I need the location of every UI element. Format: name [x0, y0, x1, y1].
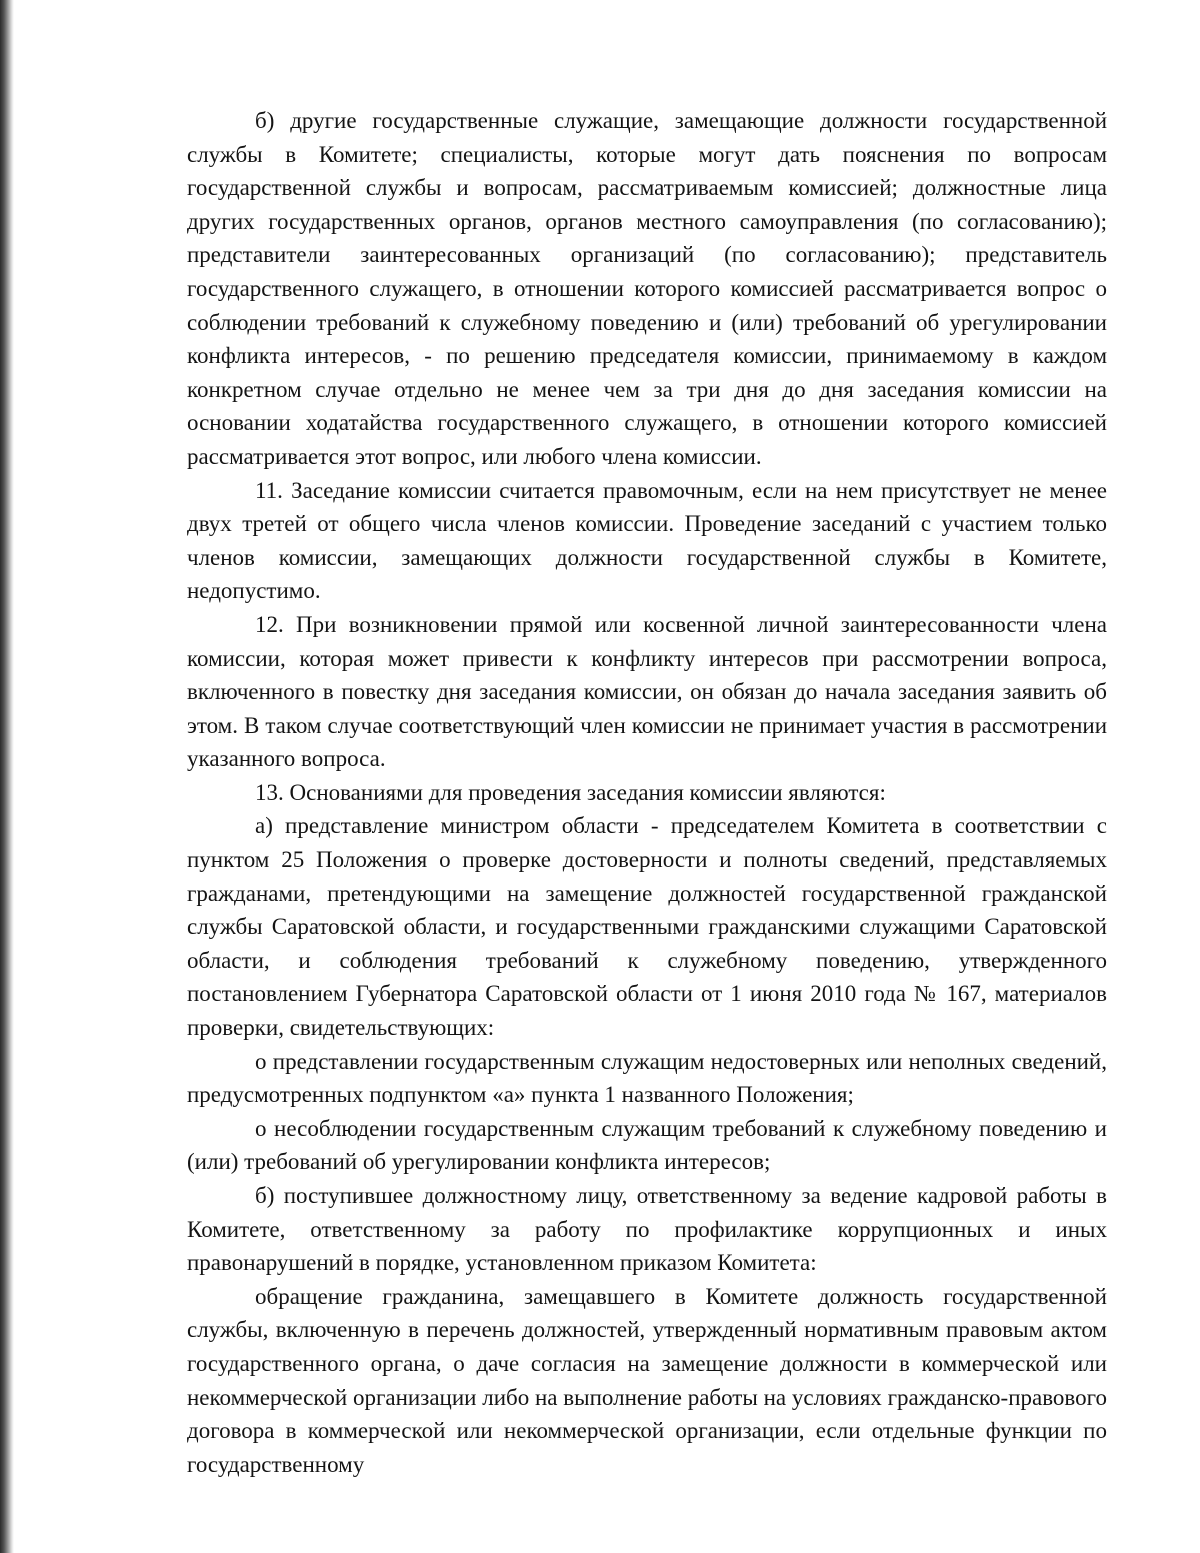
- paragraph-13a-inaccurate-info: о представлении государственным служащим недостоверных или неполных сведений, предусмотренных подпунктом «а» пункта 1 названного Положения;: [187, 1048, 1107, 1108]
- paragraph-12-conflict-of-interest: 12. При возникновении прямой или косвенной личной заинтересованности члена комиссии, которая может привести к конфликту интересов при рассмотрении вопроса, включенного в повестку дня заседания комиссии, он обязан до начала заседания заявить об этом. В таком случае соответствующий член комиссии не принимает участия в рассмотрении указанного вопроса.: [187, 611, 1107, 772]
- paragraph-13a-noncompliance: о несоблюдении государственным служащим требований к служебному поведению и (или) требований об урегулировании конфликта интересов;: [187, 1115, 1107, 1175]
- paragraph-13-grounds-heading: 13. Основаниями для проведения заседания комиссии являются:: [255, 779, 886, 805]
- document-body: [187, 104, 1107, 1481]
- paragraph-11-quorum: 11. Заседание комиссии считается правомочным, если на нем присутствует не менее двух третей от общего числа членов комиссии. Проведение заседаний с участием только членов комиссии, замещающих должности государственной службы в Комитете, недопустимо.: [187, 477, 1107, 604]
- paragraph-13a-minister-submission: а) представление министром области - председателем Комитета в соответствии с пунктом 25 Положения о проверке достоверности и полноты сведений, представляемых гражданами, претендующими на замещение должностей государственной гражданской службы Саратовской области, и государственными гражданскими служащими Саратовской области, и соблюдения требований к служебному поведению, утвержденного постановлением Губернатора Саратовской области от 1 июня 2010 года № 167, материалов проверки, свидетельствующих:: [187, 813, 1107, 1041]
- scan-left-edge: [0, 0, 14, 1553]
- paragraph-13b-citizen-appeal: обращение гражданина, замещавшего в Комитете должность государственной службы, включенную в перечень должностей, утвержденный нормативным правовым актом государственного органа, о даче согласия на замещение должности в коммерческой или некоммерческой организации либо на выполнение работы на условиях гражданско-правового договора в коммерческой или некоммерческой организации, если отдельные функции по государственному: [187, 1283, 1107, 1477]
- paragraph-13b-received-by-official: б) поступившее должностному лицу, ответственному за ведение кадровой работы в Комитете, ответственному за работу по профилактике коррупционных и иных правонарушений в порядке, установленном приказом Комитета:: [187, 1183, 1107, 1276]
- paragraph-10b-attendees: б) другие государственные служащие, замещающие должности государственной службы в Комитете; специалисты, которые могут дать пояснения по вопросам государственной службы и вопросам, рассматриваемым комиссией; должностные лица других государственных органов, органов местного самоуправления (по согласованию); представители заинтересованных организаций (по согласованию); представитель государственного служащего, в отношении которого комиссией рассматривается вопрос о соблюдении требований к служебному поведению и (или) требований об урегулировании конфликта интересов, - по решению председателя комиссии, принимаемому в каждом конкретном случае отдельно не менее чем за три дня до дня заседания комиссии на основании ходатайства государственного служащего, в отношении которого комиссией рассматривается этот вопрос, или любого члена комиссии.: [187, 108, 1107, 469]
